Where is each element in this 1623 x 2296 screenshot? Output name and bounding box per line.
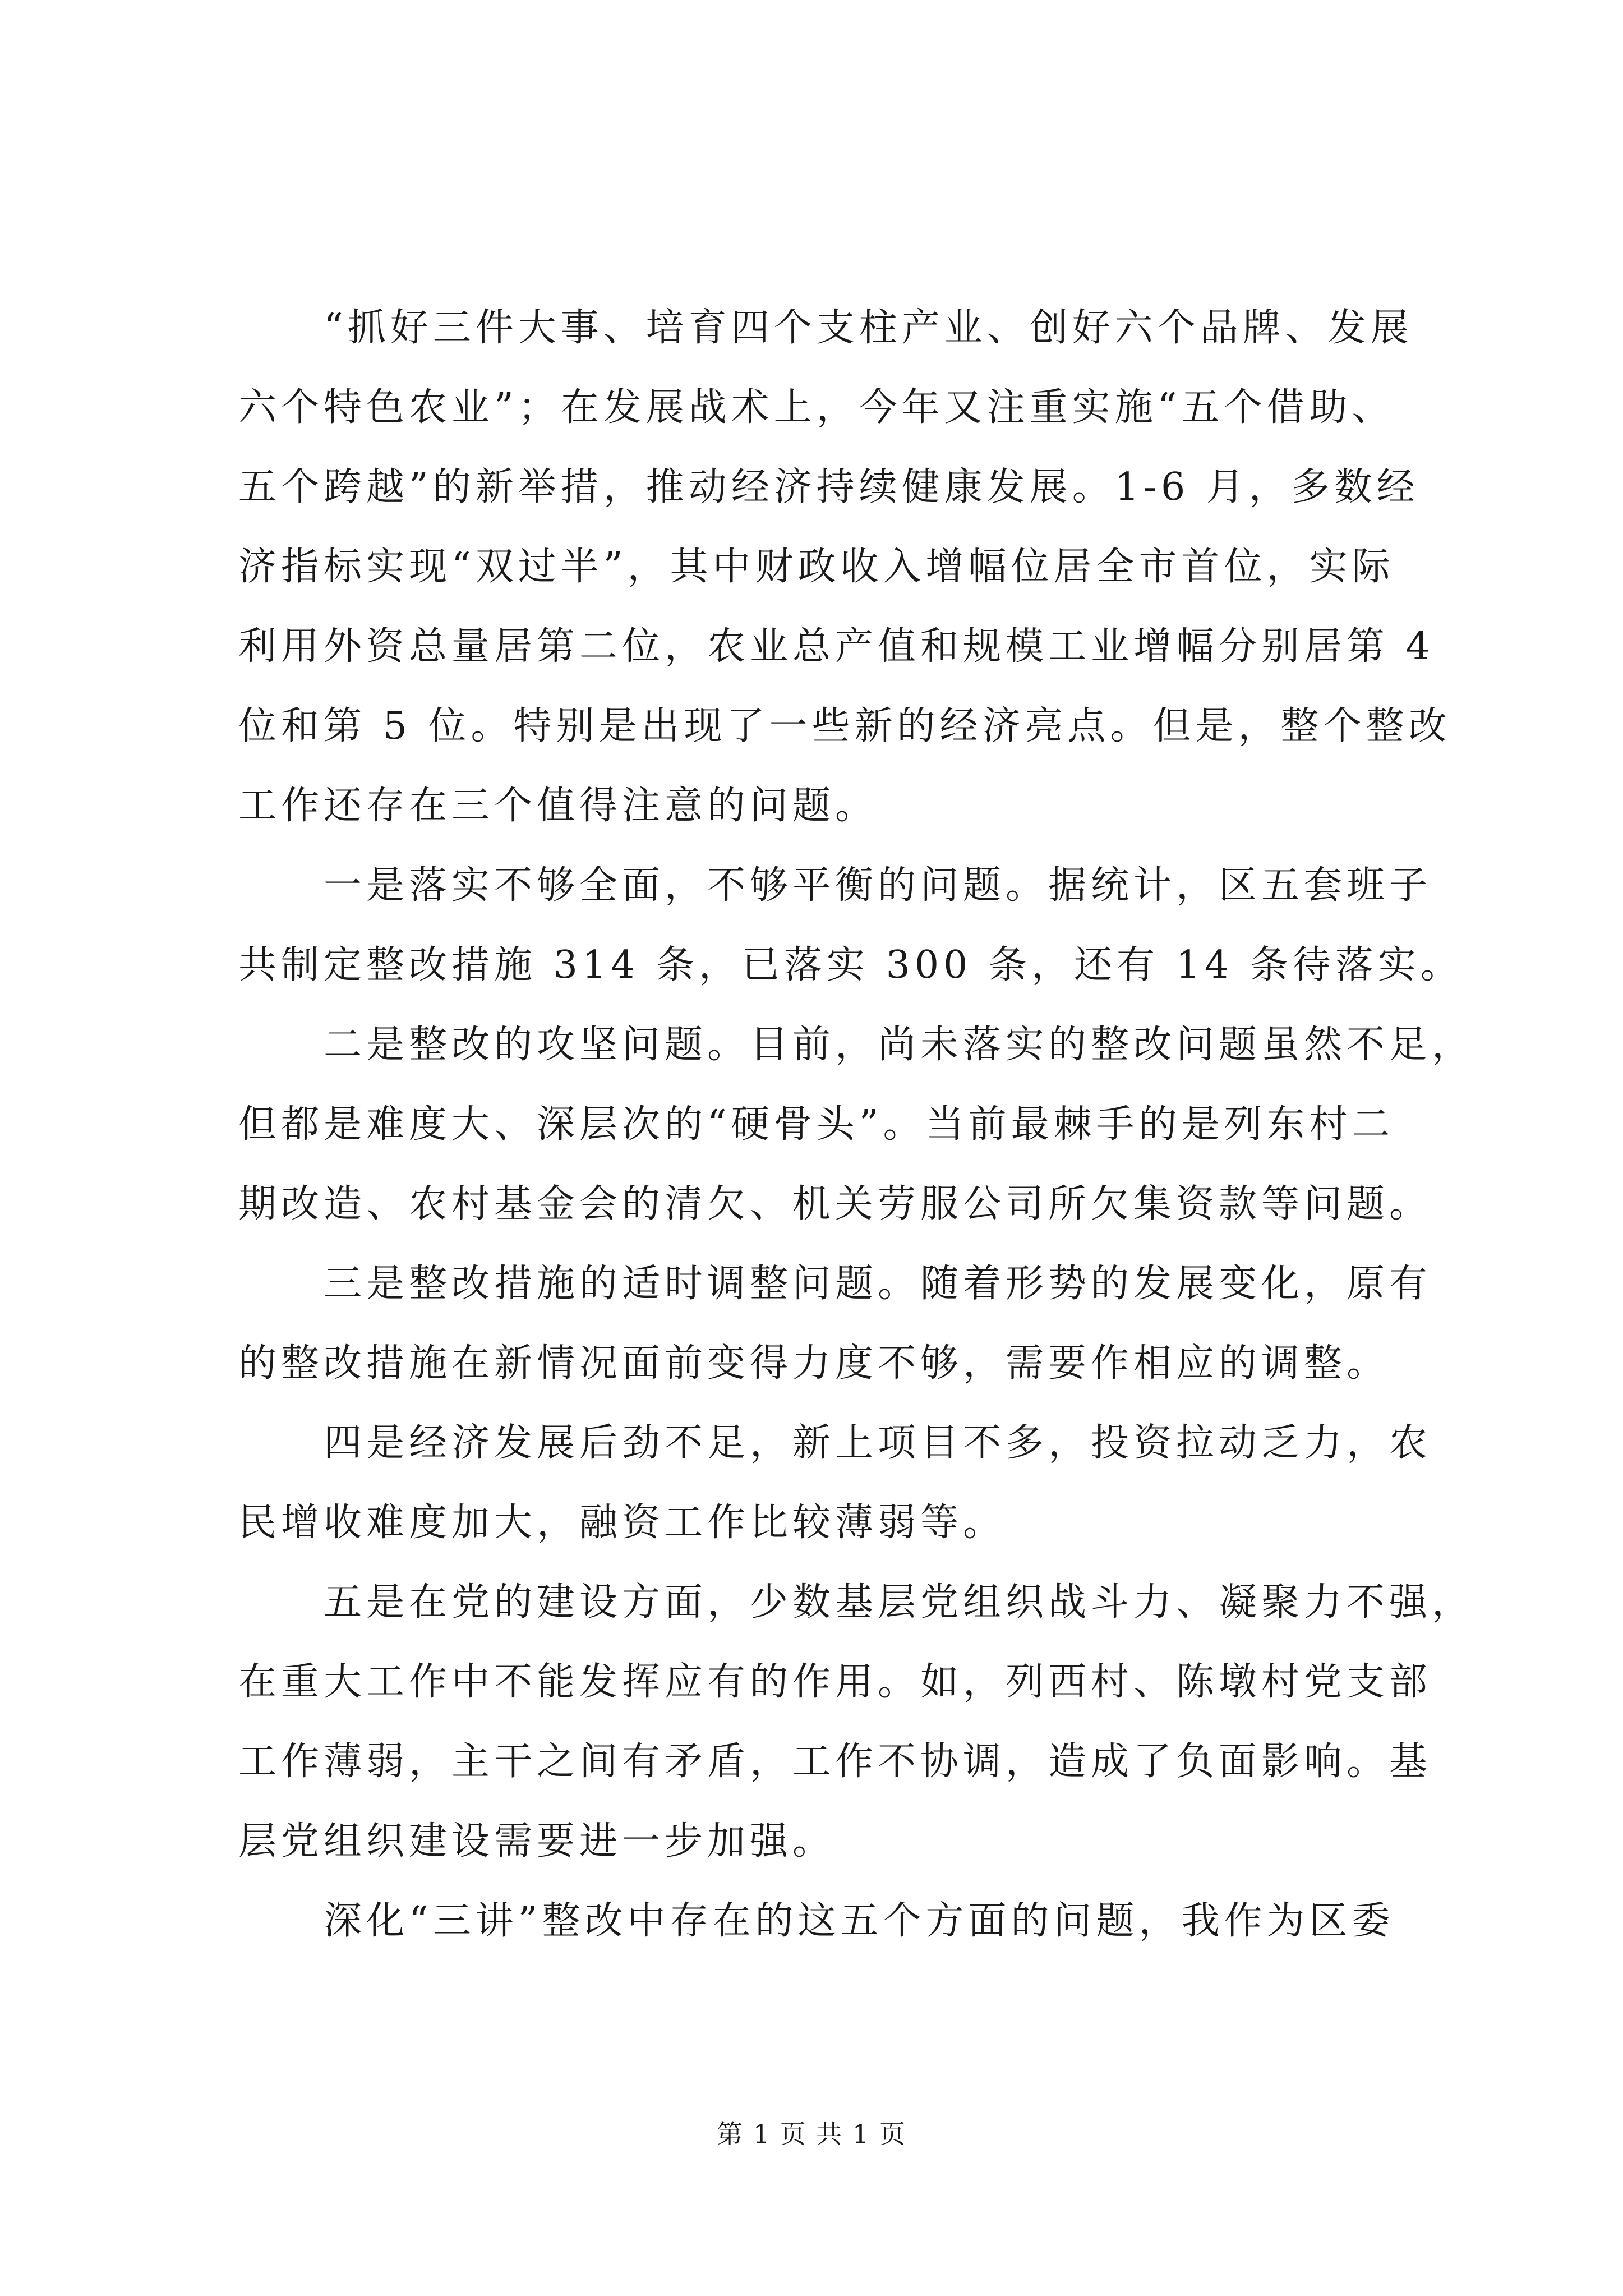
text-line: 在重大工作中不能发挥应有的作用。如，列西村、陈墩村党支部: [238, 1660, 1432, 1704]
text-line: 工作还存在三个值得注意的问题。: [238, 784, 878, 828]
text-line: 一是落实不够全面，不够平衡的问题。据统计，区五套班子: [238, 863, 1432, 908]
text-line: 深化“三讲”整改中存在的这五个方面的问题，我作为区委: [238, 1899, 1395, 1943]
text-line: 三是整改措施的适时调整问题。随着形势的发展变化，原有: [238, 1262, 1432, 1306]
text-line: 共制定整改措施 314 条，已落实 300 条，还有 14 条待落实。: [238, 943, 1463, 987]
text-line: 五是在党的建设方面，少数基层党组织战斗力、凝聚力不强，: [238, 1580, 1475, 1625]
text-line: 层党组织建设需要进一步加强。: [238, 1819, 836, 1864]
text-line: 五个跨越”的新举措，推动经济持续健康发展。1-6 月，多数经: [238, 465, 1419, 509]
text-line: 六个特色农业”；在发展战术上，今年又注重实施“五个借助、: [238, 385, 1395, 430]
text-line: “抓好三件大事、培育四个支柱产业、创好六个品牌、发展: [238, 306, 1413, 350]
text-line: 济指标实现“双过半”，其中财政收入增幅位居全市首位，实际: [238, 545, 1395, 589]
text-line: 工作薄弱，主干之间有矛盾，工作不协调，造成了负面影响。基: [238, 1740, 1432, 1784]
text-line: 利用外资总量居第二位，农业总产值和规模工业增幅分别居第 4: [238, 624, 1435, 669]
text-line: 期改造、农村基金会的清欠、机关劳服公司所欠集资款等问题。: [238, 1182, 1432, 1226]
page-footer: 第 1 页 共 1 页: [717, 2119, 906, 2149]
text-line: 四是经济发展后劲不足，新上项目不多，投资拉动乏力，农: [238, 1421, 1432, 1465]
text-line: 位和第 5 位。特别是出现了一些新的经济亮点。但是，整个整改: [238, 704, 1451, 748]
text-line: 的整改措施在新情况面前变得力度不够，需要作相应的调整。: [238, 1341, 1390, 1386]
text-line: 二是整改的攻坚问题。目前，尚未落实的整改问题虽然不足，: [238, 1023, 1475, 1067]
text-line: 民增收难度加大，融资工作比较薄弱等。: [238, 1501, 1006, 1545]
text-line: 但都是难度大、深层次的“硬骨头”。当前最棘手的是列东村二: [238, 1102, 1395, 1147]
